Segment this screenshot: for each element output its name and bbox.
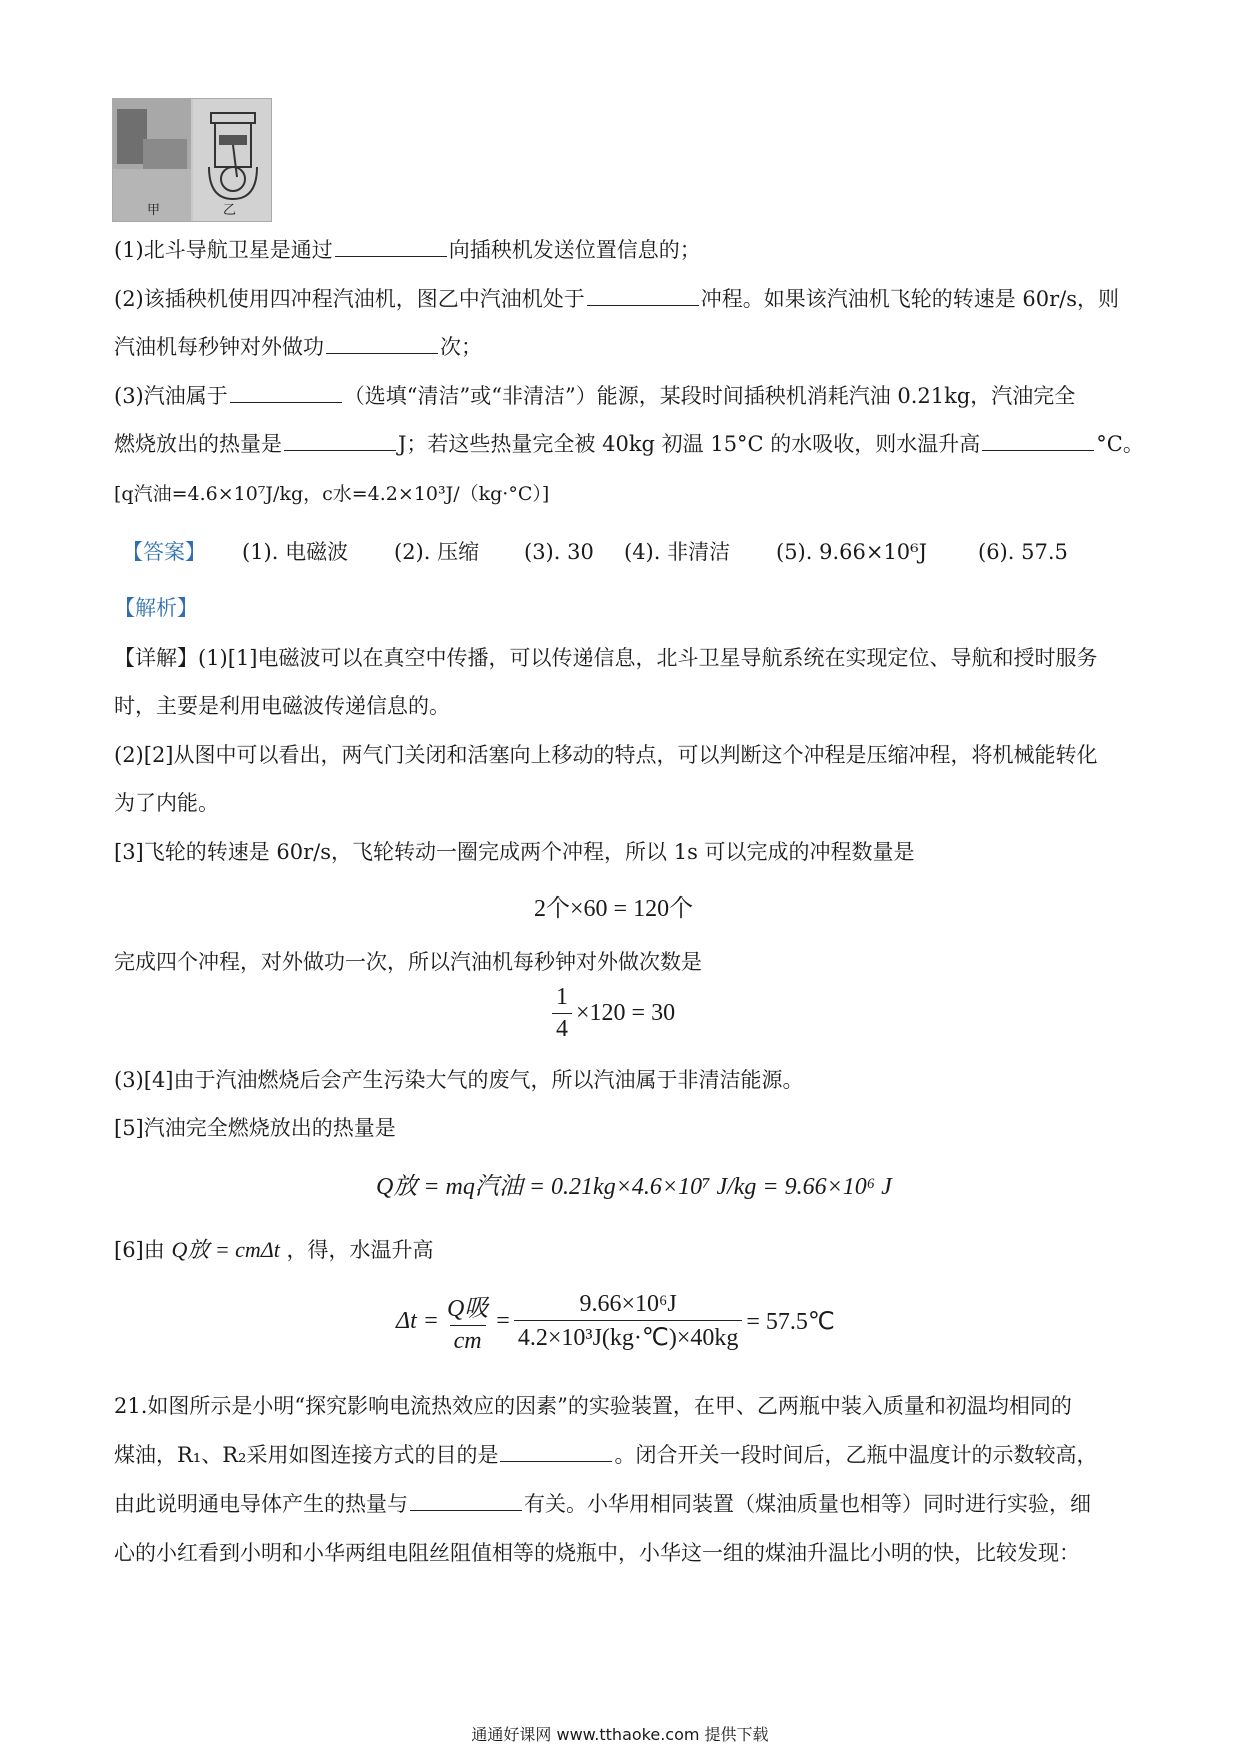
question-21-text-c: 由此说明通电导体产生的热量与	[114, 1492, 408, 1516]
detail-p7-post: ，得，水温升高	[286, 1238, 434, 1262]
answer-item-6: (6). 57.5	[978, 540, 1068, 564]
question-1-line	[114, 236, 701, 264]
answer-item-3: (3). 30	[524, 540, 594, 564]
question-2-text-b: 冲程。如果该汽油机飞轮的转速是 60r/s，则	[700, 287, 1120, 311]
figure-label-yi: 乙	[223, 203, 237, 218]
equation-1: 2个×60 = 120个	[534, 896, 694, 922]
answer-blank	[335, 236, 447, 257]
question-21-text-a: 煤油，R₁、R₂采用如图连接方式的目的是	[114, 1443, 499, 1467]
question-2-text-d: 次；	[440, 335, 482, 359]
question-3-line-2	[114, 430, 1144, 458]
detail-p4: 完成四个冲程，对外做功一次，所以汽油机每秒钟对外做次数是	[114, 950, 702, 974]
question-21-line-3	[114, 1490, 1091, 1518]
answer-blank	[326, 333, 438, 354]
detail-p2: (2)[2]从图中可以看出，两气门关闭和活塞向上移动的特点，可以判断这个冲程是压缩冲程，将机械能转化	[114, 743, 1098, 767]
equation-4-lhs: Δt =	[396, 1308, 439, 1334]
fraction-denominator: 4.2×10³J(kg·℃)×40kg	[514, 1320, 743, 1352]
question-3-text-c: 燃烧放出的热量是	[114, 432, 282, 456]
question-21-line-1: 21.如图所示是小明“探究影响电流热效应的因素”的实验装置，在甲、乙两瓶中装入质量和初温均相同的	[114, 1394, 1072, 1418]
fraction-numerator: Q吸	[446, 1296, 489, 1322]
analysis-tag: 【解析】	[114, 596, 198, 620]
equation-4: Δt = $\frac{\text{Q吸}}{cm}$ = $\frac{\text{9.66×10⁶J}}{\text{4.2×10³J(kg·℃)×40kg}}$ = 57.5℃	[396, 1288, 835, 1355]
answer-item-5: (5). 9.66×10⁶J	[776, 540, 928, 564]
question-3-text-e: °C。	[1096, 432, 1144, 456]
question-2-line-1	[114, 285, 1119, 313]
detail-p3: [3]飞轮的转速是 60r/s，飞轮转动一圈完成两个冲程，所以 1s 可以完成的冲程数量是	[114, 840, 915, 864]
figure-drawing	[113, 99, 271, 221]
fraction	[552, 984, 572, 1043]
answer-blank	[284, 430, 396, 451]
detail-p1: 【详解】(1)[1]电磁波可以在真空中传播，可以传递信息，北斗卫星导航系统在实现定位、导航和授时服务	[114, 646, 1098, 670]
question-3-line-1	[114, 382, 1075, 410]
question-21-text-d: 有关。小华用相同装置（煤油质量也相等）同时进行实验，细	[524, 1492, 1091, 1516]
fraction-values	[514, 1291, 743, 1352]
equation-3: Q放 = mq汽油 = 0.21kg×4.6×10⁷ J/kg = 9.66×10⁶ J	[376, 1174, 892, 1200]
detail-p5: (3)[4]由于汽油燃烧后会产生污染大气的废气，所以汽油属于非清洁能源。	[114, 1068, 804, 1092]
detail-p7-pre: [6]由	[114, 1238, 165, 1262]
detail-p7	[114, 1236, 434, 1264]
answer-blank	[500, 1441, 612, 1462]
figure-label-jia: 甲	[147, 203, 161, 218]
question-21-line-4: 心的小红看到小明和小华两组电阻丝阻值相等的烧瓶中，小华这一组的煤油升温比小明的快，比较发现：	[114, 1541, 1080, 1565]
fraction-denominator: cm	[450, 1325, 486, 1355]
answer-blank	[230, 382, 342, 403]
answer-item-2: (2). 压缩	[394, 540, 480, 564]
fraction-numerator: 1	[556, 984, 568, 1010]
fraction-numerator: 9.66×10⁶J	[579, 1291, 677, 1317]
detail-p7-eq: Q放 = cmΔt	[171, 1237, 280, 1262]
question-21-line-2	[114, 1441, 1097, 1469]
answer-blank	[587, 285, 699, 306]
equation-2	[548, 984, 675, 1043]
answer-tag: 【答案】	[122, 540, 206, 564]
question-3-text-d: J；若这些热量完全被 40kg 初温 15°C 的水吸收，则水温升高	[398, 432, 981, 456]
question-2-text-c: 汽油机每秒钟对外做功	[114, 335, 324, 359]
fraction-q-over-cm	[443, 1288, 492, 1355]
equation-4-rhs: = 57.5℃	[746, 1309, 835, 1335]
answer-item-1: (1). 电磁波	[242, 540, 349, 564]
detail-p6: [5]汽油完全燃烧放出的热量是	[114, 1116, 396, 1140]
question-21-text-b: 。闭合开关一段时间后，乙瓶中温度计的示数较高，	[614, 1443, 1098, 1467]
fraction-denominator: 4	[552, 1013, 572, 1043]
detail-p1b: 时，主要是利用电磁波传递信息的。	[114, 694, 450, 718]
answer-item-4: (4). 非清洁	[624, 540, 731, 564]
answer-blank	[982, 430, 1094, 451]
question-2-text: (2)该插秧机使用四冲程汽油机，图乙中汽油机处于	[114, 287, 585, 311]
page-footer: 通通好课网 www.tthaoke.com 提供下载	[471, 1725, 769, 1744]
question-3-text: (3)汽油属于	[114, 384, 228, 408]
answer-blank	[410, 1490, 522, 1511]
question-3-text-b: （选填“清洁”或“非清洁”）能源，某段时间插秧机消耗汽油 0.21kg，汽油完全	[343, 384, 1076, 408]
question-1-tail: 向插秧机发送位置信息的；	[448, 238, 701, 262]
given-constants: [q汽油=4.6×10⁷J/kg，c水=4.2×10³J/（kg·°C）]	[114, 483, 550, 505]
figure-image	[112, 98, 272, 222]
question-2-line-2	[114, 333, 482, 361]
question-1-text: (1)北斗导航卫星是通过	[114, 238, 333, 262]
detail-p2b: 为了内能。	[114, 791, 219, 815]
equation-2-rest: ×120 = 30	[576, 1000, 676, 1026]
